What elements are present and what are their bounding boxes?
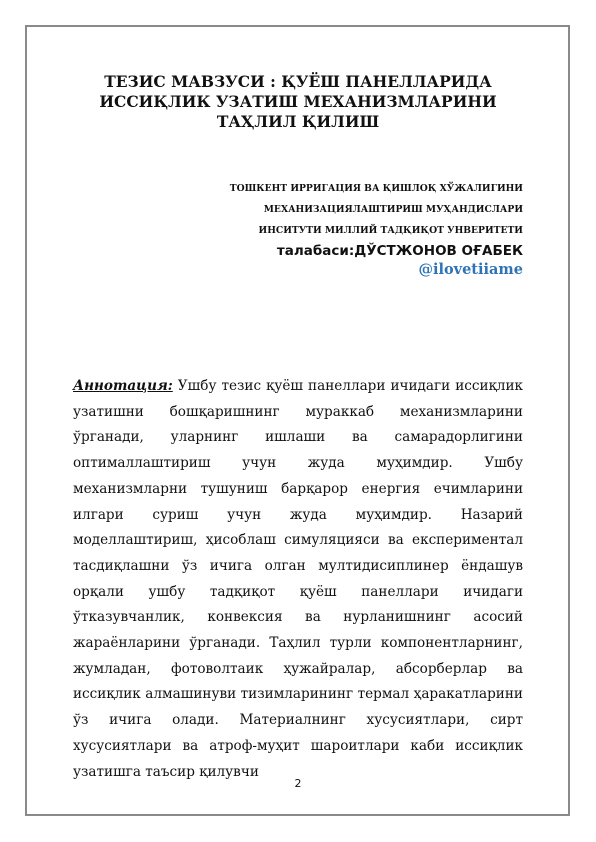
author-block <box>83 178 523 279</box>
page-number: 2 <box>294 777 302 790</box>
abstract-label: Аннотация: <box>73 378 173 394</box>
institution-line-1: ТОШКЕНТ ИРРИГАЦИЯ ВА ҚИШЛОҚ ХЎЖАЛИГИНИ <box>229 183 523 194</box>
abstract-text: Ушбу тезис қуёш панеллари ичидаги иссиқлик узатишни бошқаришнинг мураккаб механизмларини ўрганади, уларнинг ишлаши ва самарадорлигини оптималлаштириш учун жуда муҳимдир. Ушбу механизмларни тушуниш барқарор енергия ечимларини илгари суриш учун жуда муҳимдир. Назарий моделлаштириш, ҳисоблаш симуляцияси ва експериментал тасдиқлашни ўз ичига олган мултидисиплинер ёндашув орқали ушбу тадқиқот қуёш панеллари ичидаги ўтказувчанлик, конвексия ва нурланишнинг асосий жараёнларини ўрганади. Таҳлил турли компонентларнинг, жумладан, фотоволтаик ҳужайралар, абсорберлар ва иссиқлик алмашинуви тизимларининг термал ҳаракатларини ўз ичига олади. Материалнинг хусусиятлари, сирт хусусиятлари ва атроф-муҳит шароитлари каби иссиқлик узатишга таъсир қилувчи <box>73 378 523 780</box>
author-handle: @ilovetiiame <box>418 261 523 278</box>
abstract-paragraph <box>73 374 523 785</box>
institution-line-2: МЕХАНИЗАЦИЯЛАШТИРИШ МУҲАНДИСЛАРИ <box>263 204 523 215</box>
student-name: талабаси:ДЎСТЖОНОВ ОҒАБЕК <box>276 243 523 259</box>
document-title: ТЕЗИС МАВЗУСИ : ҚУЁШ ПАНЕЛЛАРИДА ИССИҚЛИК УЗАТИШ МЕХАНИЗМЛАРИНИ ТАҲЛИЛ ҚИЛИШ <box>99 72 497 131</box>
institution-line-3: ИНСИТУТИ МИЛЛИЙ ТАДҚИҚОТ УНВЕРИТЕТИ <box>258 225 523 236</box>
